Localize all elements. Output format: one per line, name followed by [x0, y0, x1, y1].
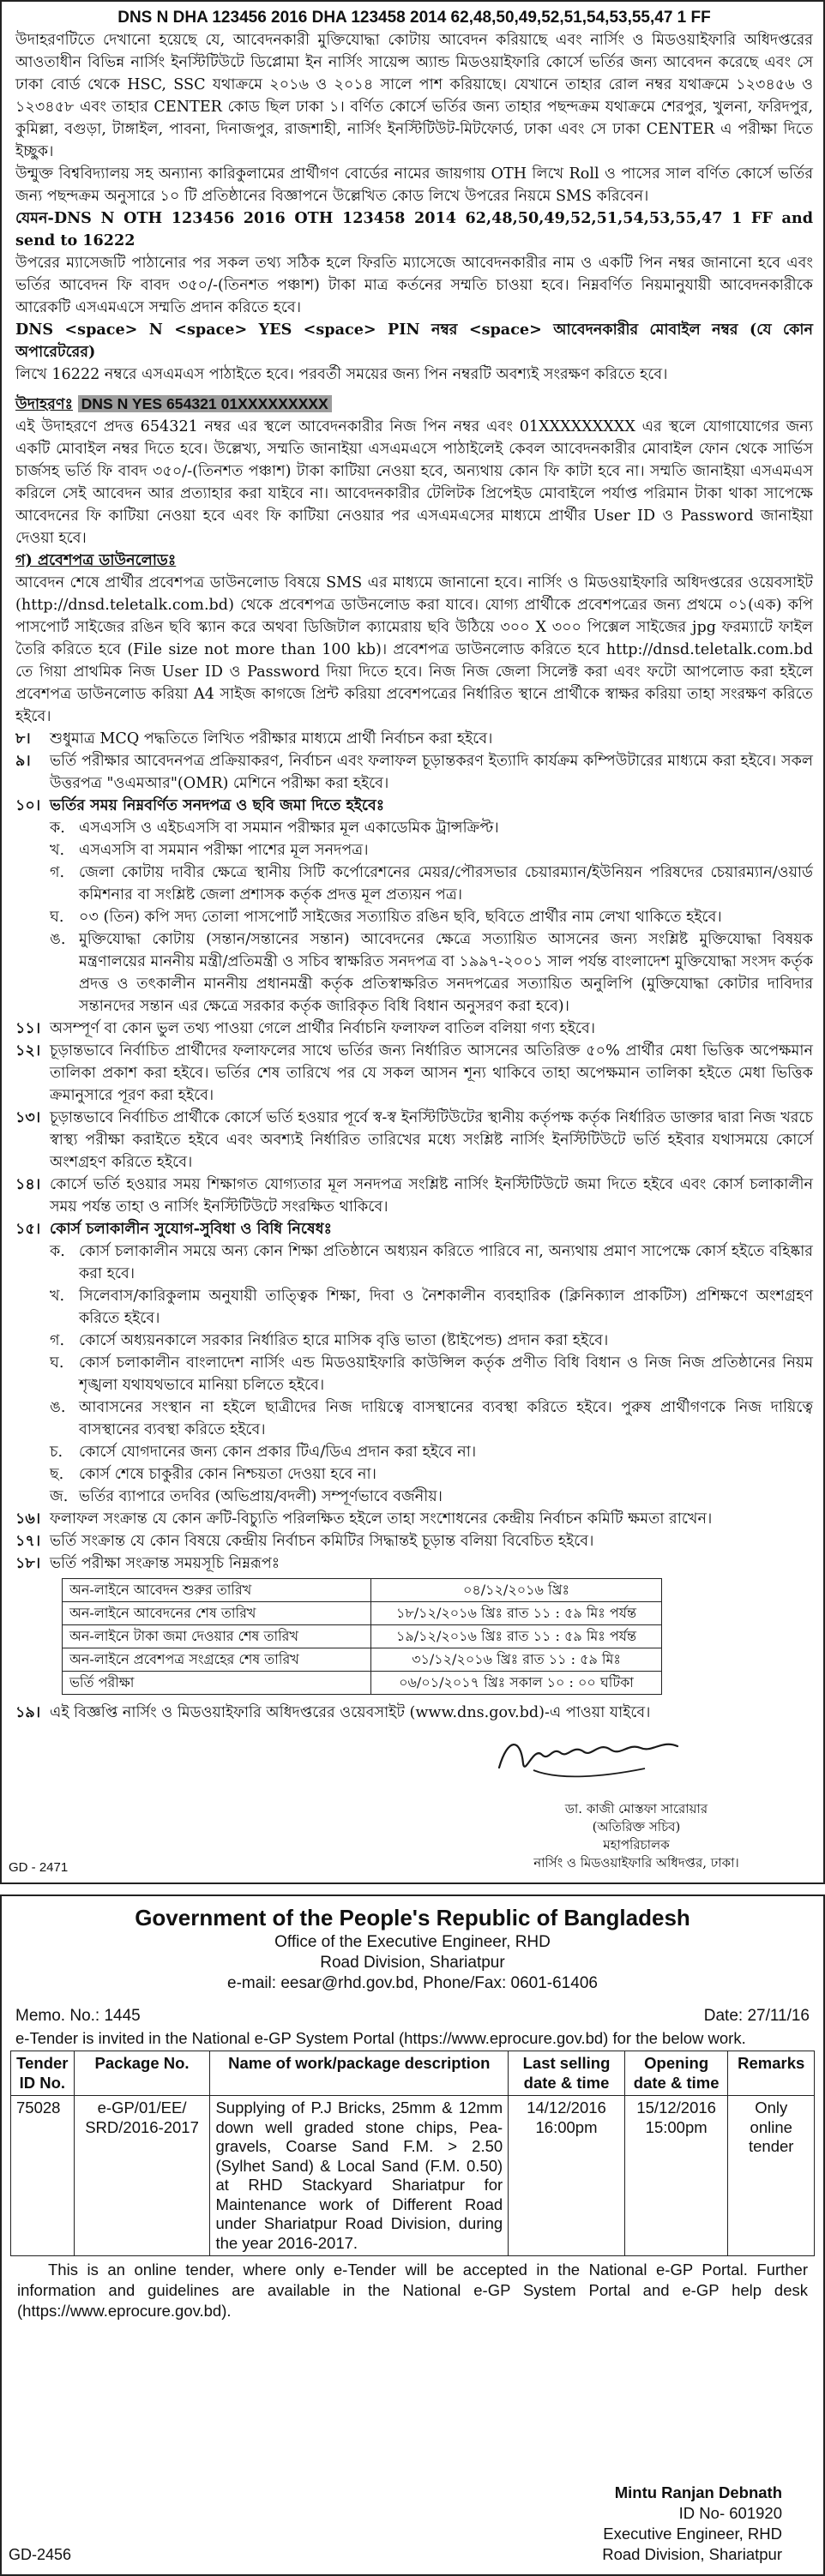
sub-item-number: ঙ.: [50, 1399, 66, 1416]
schedule-value: ০৬/০১/২০১৭ খ্রিঃ সকাল ১০ : ০০ ঘটিকা: [371, 1672, 662, 1695]
item-number: ৯।: [15, 752, 31, 770]
schedule-value: ১৮/১২/২০১৬ খ্রিঃ রাত ১১ : ৫৯ মিঃ পর্যন্ত: [371, 1602, 662, 1625]
signatory-rank: (অতিরিক্ত সচিব): [592, 1819, 681, 1834]
item-text: ভর্তি সংক্রান্ত যে কোন বিষয়ে কেন্দ্রীয় নির্বাচন কমিটির সিদ্ধান্তই চূড়ান্ত বলিয়া বিবেচিত হইবে।: [50, 1533, 594, 1550]
example-block: [15, 393, 813, 416]
sub-item-text: কোর্স চলাকালীন সময়ে অন্য কোন শিক্ষা প্রতিষ্ঠানে অধ্যয়ন করিতে পারিবে না, অন্যথায় প্রমাণ সাপেক্ষে কোর্স হইতে বহিষ্কার করা হবে।: [79, 1243, 813, 1282]
office-name: Office of the Executive Engineer, RHD: [274, 1933, 551, 1951]
opening-date: 15/12/2016 15:00pm: [624, 2096, 728, 2256]
sub-item-text: ভর্তির ব্যাপারে তদবির (অভিপ্রায়/বদলী) সম্পূর্ণভাবে বর্জনীয়।: [79, 1488, 443, 1505]
signer-name: Mintu Ranjan Debnath: [614, 2483, 782, 2501]
col-header: Remarks: [728, 2051, 815, 2096]
list-item: [15, 1018, 813, 1040]
list-item: [15, 1107, 813, 1174]
list-item: [15, 728, 813, 750]
item-number: ১৮।: [15, 1554, 41, 1572]
item-number: ৮।: [15, 730, 31, 748]
sub-item-number: ঘ.: [50, 909, 64, 926]
online-tender-note: This is an online tender, where only e-Tender will be accepted in the National e-GP Portal. Further information and guidelines are available in the National e-GP System Portal and e-GP help desk (https://www.eprocure.gov.bd).: [17, 2261, 808, 2320]
schedule-label: অন-লাইনে আবেদনের শেষ তারিখ: [63, 1602, 371, 1625]
contact-info: e-mail: eesar@rhd.gov.bd, Phone/Fax: 0601-61406: [227, 1974, 598, 1992]
signatory-name: ডা. কাজী মোস্তফা সারোয়ার: [564, 1801, 708, 1816]
sub-item: [15, 1285, 813, 1330]
signer-block: [602, 2483, 782, 2565]
sub-item-text: কোর্সে অধ্যয়নকালে সরকার নির্ধারিত হারে মাসিক বৃত্তি ভাতা (ষ্টাইপেন্ড) প্রদান করা হইবে।: [79, 1332, 609, 1349]
admit-card-paragraph: আবেদন শেষে প্রার্থীর প্রবেশপত্র ডাউনলোড বিষয়ে SMS এর মাধ্যমে জানানো হবে। নার্সিং ও মিডওয়াইফারি অধিদপ্তরের ওয়েবসাইট (http://dnsd.teletalk.com.bd) থেকে প্রবেশপত্র ডাউনলোড করা যাবে। যোগ্য প্রার্থীকে প্রবেশপত্রের জন্য প্রথমে ০১(এক) কপি পাসপোর্ট সাইজের রঙিন ছবি স্ক্যান করে অথবা ডিজিটাল ক্যামেরায় ছবি উঠিয়ে ৩০০ X ৩০০ পিক্সেল সাইজের jpg ফরম্যাটে ফাইল তৈরি করিতে হবে (File size not more than 100 kb)। প্রবেশপত্র ডাউনলোড করিতে হবে http://dnsd.teletalk.com.bd তে গিয়া প্রাথমিক নিজ User ID ও Password দিয়া দিতে হবে। নিজ নিজ জেলা সিলেক্ট করা এবং ফটো আপলোড করা হইলে প্রবেশপত্র ডাউনলোড করিয়া A4 সাইজ কাগজে প্রিন্ট করিয়া প্রবেশপত্রের নির্ধারিত স্থানে প্রার্থীকে স্বাক্ষর করিয়া তাহা সংরক্ষণ করিতে হইবে।: [15, 574, 814, 725]
col-header: Opening date & time: [624, 2051, 728, 2096]
exam-schedule-table: [62, 1578, 662, 1695]
table-row: [63, 1625, 662, 1648]
pin-format: DNS <space> N <space> YES <space> PIN নম্বর <space> আবেদনকারীর মোবাইল নম্বর (যে কোন অপারেটরের): [15, 321, 813, 361]
signer-id: ID No- 601920: [678, 2504, 782, 2522]
sub-item-number: খ.: [50, 1288, 65, 1305]
remarks: Only online tender: [728, 2096, 815, 2256]
memo-date: Date: 27/11/16: [703, 2007, 810, 2025]
tender-id: 75028: [11, 2096, 75, 2256]
sub-item-number: জ.: [50, 1488, 69, 1505]
example-sms: DNS N YES 654321 01XXXXXXXXX: [78, 395, 332, 412]
sub-item-number: ঙ.: [50, 931, 66, 948]
table-row: [63, 1602, 662, 1625]
sub-item-text: আবাসনের সংস্থান না হইলে ছাত্রীদের নিজ দায়িত্বে বাসস্থানের ব্যবস্থা করিতে হইবে। পুরুষ প্রার্থীগণকে নিজ দায়িত্বে বাসস্থানের ব্যবস্থা করিতে হইবে।: [79, 1399, 813, 1438]
sub-item: [15, 1352, 813, 1396]
sub-item-number: চ.: [50, 1444, 63, 1461]
list-item: [15, 750, 813, 795]
sub-item-text: ০৩ (তিন) কপি সদ্য তোলা পাসপোর্ট সাইজের সত্যায়িত রঙিন ছবি, ছবিতে প্রার্থীর নাম লেখা থাকিতে হইবে।: [79, 909, 722, 926]
intro-paragraph: উদাহরণটিতে দেখানো হয়েছে যে, আবেদনকারী মুক্তিযোদ্ধা কোটায় আবেদন করিয়াছে এবং নার্সিং ও মিডওয়াইফারি অধিদপ্তরের আওতাধীন বিভিন্ন নার্সিং ইনস্টিটিউটে ডিপ্লোমা ইন নার্সিং সায়েন্স অ্যান্ড মিডওয়াইফারি কোর্সে ভর্তির জন্য আবেদন করেছে এবং সে ঢাকা বোর্ড থেকে HSC, SSC যথাক্রমে ২০১৬ ও ২০১৪ সালে পাশ করিয়াছে। যেখানে তাহার রোল নম্বর যথাক্রমে ১২৩৪৫৬ ও ১২৩৪৫৮ এবং তাহার CENTER কোড ছিল ঢাকা ১। বর্ণিত কোর্সে ভর্তির জন্য তাহার পছন্দক্রম যথাক্রমে শেরপুর, খুলনা, ফরিদপুর, কুমিল্লা, বগুড়া, টাঙ্গাইল, পাবনা, দিনাজপুর, রাজশাহী, নার্সিং ইনস্টিটিউট-মিটফোর্ড, ঢাকা এবং সে ঢাকা CENTER এ পরীক্ষা দিতে ইচ্ছুক।: [15, 32, 813, 160]
list-item: [15, 1174, 813, 1218]
schedule-value: ০৪/১২/২০১৬ খ্রিঃ: [371, 1579, 662, 1602]
item-text: ভর্তি পরীক্ষার আবেদনপত্র প্রক্রিয়াকরণ, নির্বাচন এবং ফলাফল চূড়ান্তকরণ ইত্যাদি কার্যক্রম কম্পিউটারের মাধ্যমে করা হইবে। সকল উত্তরপত্র "ওএমআর"(OMR) মেশিনে পরীক্ষা করা হইবে।: [50, 753, 813, 792]
work-description: Supplying of P.J Bricks, 25mm & 12mm down well graded stone chips, Pea-gravels, Coarse Sand F.M. > 2.50 (Sylhet Sand) & Local Sand (F.M. 0.50) at RHD Stackyard Shariatpur for Maintenance work of Different Road under Shariatpur Road Division, during the year 2016-2017.: [210, 2096, 509, 2256]
sub-item-number: ক.: [50, 820, 65, 837]
sms-example-heading: DNS N DHA 123456 2016 DHA 123458 2014 62,48,50,49,52,51,54,53,55,47 1 FF: [117, 9, 711, 27]
item-text: চূড়ান্তভাবে নির্বাচিত প্রার্থীকে কোর্সে ভর্তি হওয়ার পূর্বে স্ব-স্ব ইনস্টিটিউটের স্থানীয় কর্তৃপক্ষ কর্তৃক নির্ধারিত ডাক্তার দ্বারা নিজ খরচে স্বাস্থ্য পরীক্ষা করাইতে হইবে এবং অবশ্যই নির্ধারিত তারিখের মধ্যে সংশ্লিষ্ট নার্সিং ইনস্টিটিউটে ভর্তি হইবার যথাসময়ে কোর্সে অংশগ্রহণ করিতে হইবে।: [50, 1109, 813, 1171]
list-item: [15, 1040, 813, 1107]
item-number: ১৯।: [15, 1703, 41, 1721]
item-text: অসম্পূর্ণ বা কোন ভুল তথ্য পাওয়া গেলে প্রার্থীর নির্বাচনি ফলাফল বাতিল বলিয়া গণ্য হইবে।: [50, 1020, 596, 1037]
list-item: [15, 1218, 813, 1240]
pin-note: লিখে 16222 নম্বরে এসএমএস পাঠাইতে হবে। পরবর্তী সময়ের জন্য পিন নম্বরটি অবশ্যই সংরক্ষণ করিতে হবে।: [15, 366, 668, 383]
section-g-heading: গ) প্রবেশপত্র ডাউনলোডঃ: [15, 551, 177, 569]
sub-item-text: কোর্সে যোগদানের জন্য কোন প্রকার টিএ/ডিএ প্রদান করা হইবে না।: [79, 1444, 477, 1461]
sub-item: [15, 1240, 813, 1285]
signatory-title: মহাপরিচালক: [603, 1837, 670, 1852]
sub-item: [15, 1463, 813, 1486]
item-text: চূড়ান্তভাবে নির্বাচিত প্রার্থীদের ফলাফলের সাথে ভর্তির জন্য নির্ধারিত আসনের অতিরিক্ত ৫০% প্রার্থীর মেধা ভিত্তিক অপেক্ষমান তালিকা প্রকাশ করা হইবে। ভর্তির শেষ তারিখে পর যে সকল আসন শূন্য থাকিবে তাহা অপেক্ষমান তালিকা হইতে মেধা ভিত্তিক ক্রমানুসারে পূরণ করা হইবে।: [50, 1042, 813, 1104]
schedule-value: ৩১/১২/২০১৬ খ্রিঃ রাত ১১ : ৫৯ মিঃ: [371, 1648, 662, 1672]
last-selling-date: 14/12/2016 16:00pm: [509, 2096, 625, 2256]
item-number: ১২।: [15, 1042, 41, 1060]
item-number: ১৫।: [15, 1220, 41, 1238]
sub-item-text: মুক্তিযোদ্ধা কোটায় (সন্তান/সন্তানের সন্তান) আবেদনের ক্ষেত্রে সত্যায়িত আসনের জন্য সংশ্লিষ্ট মুক্তিযোদ্ধা বিষয়ক মন্ত্রণালয়ের মাননীয় মন্ত্রী/প্রতিমন্ত্রী ও সচিব স্বাক্ষরিত সনদপত্র বা ১৯৯৭-২০০১ সাল পর্যন্ত বাংলাদেশ মুক্তিযোদ্ধা সংসদ কর্তৃক প্রদত্ত ও তৎকালীন মাননীয় প্রধানমন্ত্রী কর্তৃক প্রতিস্বাক্ষরিত সনদপত্রের সত্যায়িত অনুলিপি (মুক্তিযোদ্ধা কোটার দাবিদার সন্তানদের সন্তান এর ক্ষেত্রে সরকার কর্তৃক জারিকৃত বিধি বিধান অনুসরণ করা হবে)।: [79, 931, 813, 1015]
sub-item: [15, 839, 813, 862]
item-text: ভর্তি পরীক্ষা সংক্রান্ত সময়সূচি নিম্নরূপঃ: [50, 1555, 280, 1572]
item-text: এই বিজ্ঞপ্তি নার্সিং ও মিডওয়াইফারি অধিদপ্তরের ওয়েবসাইট (www.dns.gov.bd)-এ পাওয়া যাইবে।: [50, 1704, 651, 1721]
example-paragraph: এই উদাহরণে প্রদত্ত 654321 নম্বর এর স্থলে আবেদনকারীর নিজ পিন নম্বর এবং 01XXXXXXXXX এর স্থলে যোগাযোগের জন্য একটি মোবাইল নম্বর দিতে হবে। উল্লেখ্য, সম্মতি জানাইয়া এসএমএসে পাঠাইলেই কেবল আবেদনকারীর মোবাইল ফোন থেকে সার্ভিস চার্জসহ ভর্তি ফি বাবদ ৩৫০/-(তিনশত পঞ্চাশ) টাকা কাটিয়া নেওয়া হবে, অন্যথায় কোন ফি কাটা হবে না। সম্মতি জানাইয়া এসএমএস করিলে সেই আবেদন আর প্রত্যাহার করা যাইবে না। আবেদনকারীর টেলিটক প্রিপেইড মোবাইলে পর্যাপ্ত পরিমান টাকা থাকা সাপেক্ষে আবেদনের ফি কাটিয়া নেওয়া হবে এবং ফি কাটিয়া নেওয়ার পর এসএমএসের মাধ্যমে প্রার্থীর User ID ও Password জানাইয়া দেওয়া হবে।: [15, 418, 813, 547]
list-item: [15, 795, 813, 817]
memo-number: Memo. No.: 1445: [15, 2007, 141, 2025]
item-number: ১০।: [15, 796, 41, 814]
schedule-label: অন-লাইনে আবেদন শুরুর তারিখ: [63, 1579, 371, 1602]
sub-item: [15, 817, 813, 839]
item-number: ১৩।: [15, 1108, 41, 1126]
sub-item: [15, 928, 813, 1018]
ad-reference: GD-2456: [9, 2546, 72, 2563]
schedule-label: অন-লাইনে প্রবেশপত্র সংগ্রহের শেষ তারিখ: [63, 1648, 371, 1672]
item-number: ১৪।: [15, 1175, 41, 1193]
sub-item-number: ঘ.: [50, 1354, 64, 1372]
item-text: ফলাফল সংক্রান্ত যে কোন ক্রটি-বিচ্যুতি পরিলক্ষিত হইলে তাহা সংশোধনের কেন্দ্রীয় নির্বাচন কমিটি ক্ষমতা রাখেন।: [50, 1510, 713, 1528]
item-text: ভর্তির সময় নিম্নবর্ণিত সনদপত্র ও ছবি জমা দিতে হইবেঃ: [50, 796, 385, 814]
pin-paragraph: উপরের ম্যাসেজটি পাঠানোর পর সকল তথ্য সঠিক হলে ফিরতি ম্যাসেজে আবেদনকারীর নাম ও একটি পিন নম্বর জানানো হবে এবং ভর্তির আবেদন ফি বাবদ ৩৫০/-(তিনশত পঞ্চাশ) টাকা মাত্র কর্তনের সম্মতি চাওয়া হবে। নিম্নবর্ণিত নিয়মানুযায়ী আবেদনকারীকে আরেকটি এসএমএসে সম্মতি প্রদান করিতে হবে।: [15, 255, 814, 316]
invitation-text: e-Tender is invited in the National e-GP System Portal (https://www.eprocure.gov.bd) for the below work.: [15, 2029, 746, 2047]
col-header: Name of work/package description: [210, 2051, 509, 2096]
sub-item-text: কোর্স চলাকালীন বাংলাদেশ নার্সিং এন্ড মিডওয়াইফারি কাউন্সিল কর্তৃক প্রণীত বিধি বিধান ও নিজ নিজ প্রতিষ্ঠানের নিয়ম শৃঙ্খলা যথাযথভাবে মানিয়া চলিতে হইবে।: [79, 1354, 813, 1394]
example-label: উদাহরণঃ: [15, 395, 73, 413]
sub-item: [15, 1441, 813, 1463]
col-header: Package No.: [74, 2051, 210, 2096]
signer-title: Executive Engineer, RHD: [603, 2525, 782, 2543]
table-row: [63, 1672, 662, 1695]
schedule-label: অন-লাইনে টাকা জমা দেওয়ার শেষ তারিখ: [63, 1625, 371, 1648]
rhd-tender-notice: [0, 1894, 825, 2576]
list-item: [15, 1552, 813, 1575]
item-text: কোর্সে ভর্তি হওয়ার সময় শিক্ষাগত যোগ্যতার মূল সনদপত্র সংশ্লিষ্ট নার্সিং ইনস্টিটিউটে জমা দিতে হইবে এবং কোর্স চলাকালীন সময় পর্যন্ত তাহা ও নার্সিং ইনস্টিটিউটে সংরক্ষিত থাকিবে।: [50, 1176, 813, 1216]
table-row: [63, 1579, 662, 1602]
sub-item: [15, 862, 813, 906]
tender-table: [10, 2051, 815, 2256]
sub-item: [15, 1330, 813, 1352]
memo-row: [10, 2004, 815, 2028]
sms-example-oth: যেমন-DNS N OTH 123456 2016 OTH 123458 2014 62,48,50,49,52,51,54,53,55,47 1 FF and send to 16222: [15, 209, 813, 249]
item-number: ১৬।: [15, 1510, 41, 1528]
signer-division: Road Division, Shariatpur: [602, 2545, 782, 2563]
sub-item-text: এসএসসি ও এইচএসসি বা সমমান পরীক্ষার মূল একাডেমিক ট্রান্সক্রিপ্ট।: [79, 820, 499, 837]
item-text: কোর্স চলাকালীন সুযোগ-সুবিধা ও বিধি নিষেধঃ: [50, 1220, 332, 1238]
item-number: ১১।: [15, 1019, 41, 1037]
sub-item: [15, 1396, 813, 1441]
sub-item: [15, 1486, 813, 1508]
table-row: [63, 1648, 662, 1672]
signatory-office: নার্সিং ও মিডওয়াইফারি অধিদপ্তর, ঢাকা।: [533, 1855, 739, 1870]
signatory-block: [482, 1800, 791, 1872]
schedule-label: ভর্তি পরীক্ষা: [63, 1672, 371, 1695]
list-item: [15, 1530, 813, 1552]
table-header-row: [11, 2051, 815, 2096]
schedule-value: ১৯/১২/২০১৬ খ্রিঃ রাত ১১ : ৫৯ মিঃ পর্যন্ত: [371, 1625, 662, 1648]
col-header: Last selling date & time: [509, 2051, 625, 2096]
government-title: Government of the People's Republic of Bangladesh: [135, 1905, 690, 1930]
table-row: [11, 2096, 815, 2256]
sub-item-number: খ.: [50, 842, 65, 859]
sub-item-text: সিলেবাস/কারিকুলাম অনুযায়ী তাত্ত্বিক শিক্ষা, দিবা ও নৈশকালীন ব্যবহারিক (ক্লিনিক্যাল প্রাকটিস) প্রশিক্ষণে অংশগ্রহণ করিতে হইবে।: [79, 1288, 813, 1327]
sub-item-text: এসএসসি বা সমমান পরীক্ষা পাশের মূল সনদপত্র।: [79, 842, 369, 859]
item-text: শুধুমাত্র MCQ পদ্ধতিতে লিখিত পরীক্ষার মাধ্যমে প্রার্থী নির্বাচন করা হইবে।: [50, 730, 493, 748]
sub-item-text: কোর্স শেষে চাকুরীর কোন নিশ্চয়তা দেওয়া হবে না।: [79, 1466, 376, 1483]
sub-item-number: গ.: [50, 864, 65, 881]
ad-reference: GD - 2471: [9, 1860, 69, 1875]
sub-item-number: ছ.: [50, 1466, 64, 1483]
road-division: Road Division, Shariatpur: [320, 1954, 505, 1972]
package-number: e-GP/01/EE/ SRD/2016-2017: [74, 2096, 210, 2256]
signature-image: [482, 1720, 739, 1789]
list-item: [15, 1508, 813, 1530]
sub-item-text: জেলা কোটায় দাবীর ক্ষেত্রে স্থানীয় সিটি কর্পোরেশনের মেয়র/পৌরসভার চেয়ারম্যান/ইউনিয়ন পরিষদের চেয়ারম্যান/ওয়ার্ড কমিশনার বা সংশ্লিষ্ট জেলা প্রশাসক কর্তৃক প্রদত্ত মূল প্রত্যয়ন পত্র।: [79, 864, 813, 904]
sub-item-number: গ.: [50, 1332, 65, 1349]
col-header: Tender ID No.: [11, 2051, 75, 2096]
foreign-curriculum-paragraph: উন্মুক্ত বিশ্ববিদ্যালয় সহ অন্যান্য কারিকুলামের প্রার্থীগণ বোর্ডের নামের জায়গায় OTH লিখে Roll ও পাসের সাল বর্ণিত কোর্সে ভর্তির জন্য পছন্দক্রম অনুসারে ১০ টি প্রতিষ্ঠানের বিজ্ঞাপনে উল্লেখিত কোড লিখে উপরের নিয়মে SMS করিবেন।: [15, 165, 813, 205]
item-number: ১৭।: [15, 1532, 41, 1550]
sub-item-number: ক.: [50, 1243, 65, 1260]
sub-item: [15, 906, 813, 928]
